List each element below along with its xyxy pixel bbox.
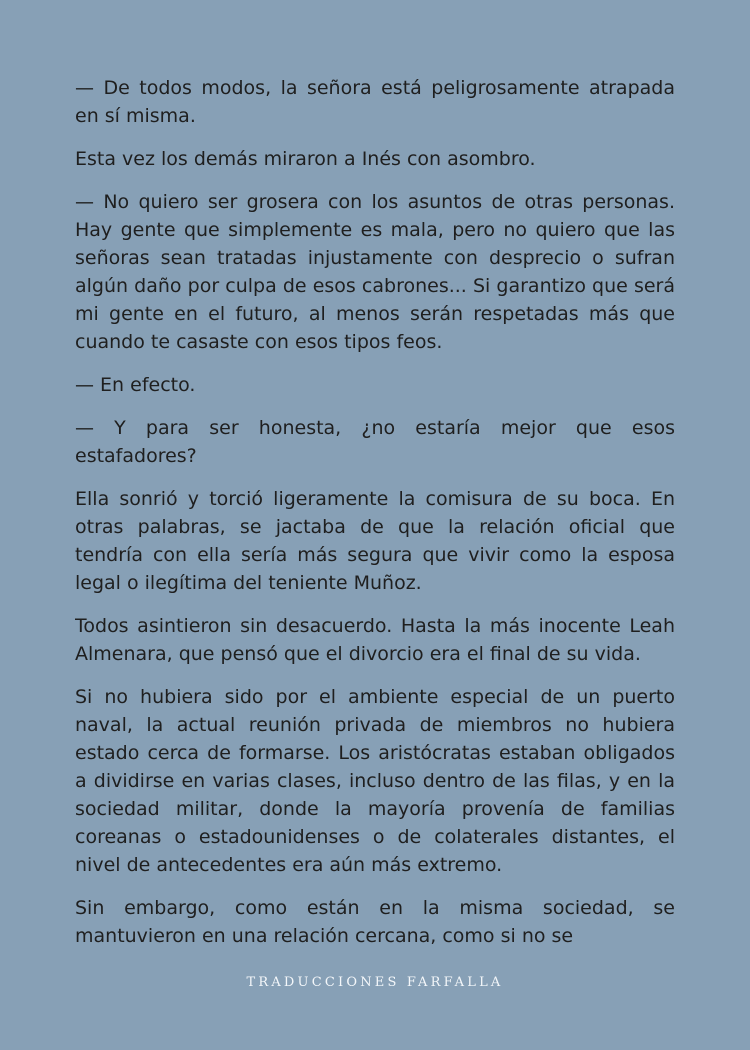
paragraph-6: Ella sonrió y torció ligeramente la comisura de su boca. En otras palabras, se jactaba de que la relación oficial que tendría con ella sería más segura que vivir como la esposa legal o ilegítima del teniente Muñoz. bbox=[75, 488, 675, 594]
paragraph-5: — Y para ser honesta, ¿no estaría mejor que esos estafadores? bbox=[75, 417, 675, 467]
page-content bbox=[75, 74, 675, 974]
paragraph-8: Si no hubiera sido por el ambiente especial de un puerto naval, la actual reunión privada de miembros no hubiera estado cerca de formarse. Los aristócratas estaban obligados a dividirse en varias clases, incluso dentro de las filas, y en la sociedad militar, donde la mayoría provenía de familias coreanas o estadounidenses o de colaterales distantes, el nivel de antecedentes era aún más extremo. bbox=[75, 686, 675, 876]
paragraph-4: — En efecto. bbox=[75, 374, 196, 396]
paragraph-3: — No quiero ser grosera con los asuntos de otras personas. Hay gente que simplemente es mala, pero no quiero que las señoras sean tratadas injustamente con desprecio o sufran algún daño por culpa de esos cabrones... Si garantizo que será mi gente en el futuro, al menos serán respetadas más que cuando te casaste con esos tipos feos. bbox=[75, 191, 675, 353]
paragraph-9: Sin embargo, como están en la misma sociedad, se mantuvieron en una relación cercana, como si no se bbox=[75, 897, 675, 947]
paragraph-2: Esta vez los demás miraron a Inés con asombro. bbox=[75, 148, 536, 170]
paragraph-7: Todos asintieron sin desacuerdo. Hasta la más inocente Leah Almenara, que pensó que el divorcio era el final de su vida. bbox=[75, 615, 675, 665]
paragraph-1: — De todos modos, la señora está peligrosamente atrapada en sí misma. bbox=[75, 77, 675, 127]
footer-credit: TRADUCCIONES FARFALLA bbox=[246, 975, 504, 990]
